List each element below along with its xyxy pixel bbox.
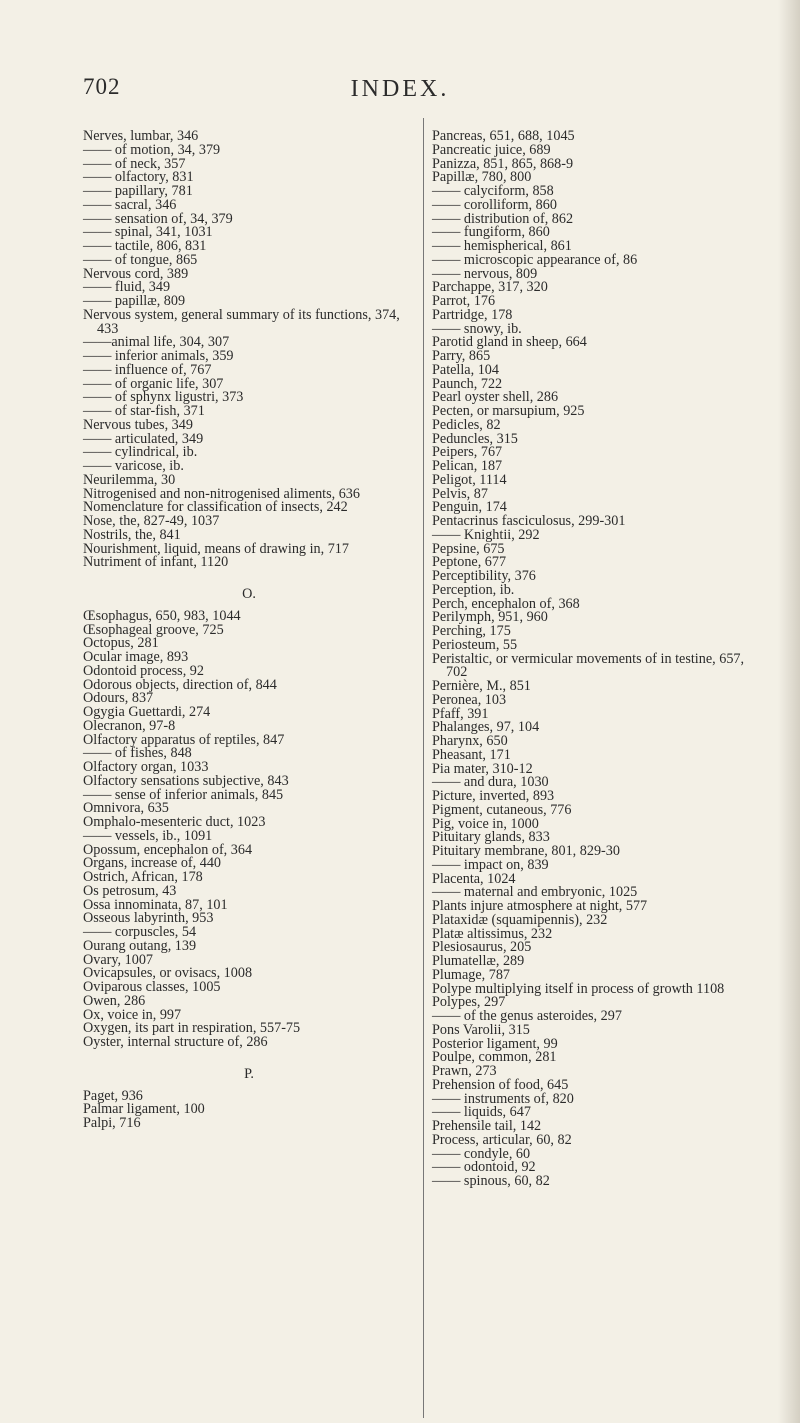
index-entry: ——animal life, 304, 307 xyxy=(83,334,230,351)
index-entry: —— of sphynx ligustri, 373 xyxy=(83,389,244,406)
index-entry: Plumage, 787 xyxy=(432,966,511,983)
index-entry: —— instruments of, 820 xyxy=(432,1090,574,1107)
index-entry: —— of motion, 34, 379 xyxy=(83,141,221,158)
index-entry: Pecten, or marsupium, 925 xyxy=(432,403,585,419)
index-entry: Nomenclature for classification of insects, 242 xyxy=(83,499,348,516)
index-entry: Pfaff, 391 xyxy=(432,705,489,722)
index-entry: Nervous cord, 389 xyxy=(83,265,189,282)
index-entry: Peipers, 767 xyxy=(432,444,503,461)
index-entry: Odours, 837 xyxy=(83,690,154,707)
index-entry: Paget, 936 xyxy=(83,1087,143,1104)
index-entry: Pituitary membrane, 801, 829-30 xyxy=(432,843,620,859)
index-entry: Oxygen, its part in respiration, 557-75 xyxy=(83,1020,301,1037)
index-entry: Oyster, internal structure of, 286 xyxy=(83,1034,268,1050)
index-entry: —— articulated, 349 xyxy=(83,430,204,447)
index-entry: Plumatellæ, 289 xyxy=(432,953,525,969)
index-entry: —— impact on, 839 xyxy=(432,856,549,873)
index-entry: Parrot, 176 xyxy=(432,293,496,309)
index-entry: —— papillary, 781 xyxy=(83,183,193,199)
index-entry: —— fungiform, 860 xyxy=(432,224,550,241)
index-entry: Palpi, 716 xyxy=(83,1115,141,1131)
index-column-left xyxy=(83,130,415,1131)
index-entry: —— distribution of, 862 xyxy=(432,210,574,227)
index-column-right xyxy=(432,130,752,1189)
index-entry: —— corolliform, 860 xyxy=(432,196,557,213)
index-entry: —— of the genus asteroides, 297 xyxy=(432,1008,622,1024)
index-entry: Omphalo-mesenteric duct, 1023 xyxy=(83,814,266,830)
index-entry: Perching, 175 xyxy=(432,623,511,639)
index-entry: Nourishment, liquid, means of drawing in, 717 xyxy=(83,540,349,557)
index-entry: Ogygia Guettardi, 274 xyxy=(83,704,211,720)
index-entry: Pearl oyster shell, 286 xyxy=(432,389,559,406)
index-entry: Posterior ligament, 99 xyxy=(432,1035,558,1052)
index-entry: Parchappe, 317, 320 xyxy=(432,279,548,296)
index-entry: Platæ altissimus, 232 xyxy=(432,925,553,942)
index-entry: Owen, 286 xyxy=(83,992,146,1009)
index-entry: Peduncles, 315 xyxy=(432,430,518,447)
index-entry: Penguin, 174 xyxy=(432,499,507,516)
index-entry: Ox, voice in, 997 xyxy=(83,1006,182,1023)
index-entry: —— of neck, 357 xyxy=(83,155,186,172)
index-entry: Polype multiplying itself in process of growth 1108 xyxy=(432,980,725,997)
index-entry: Octopus, 281 xyxy=(83,635,159,652)
index-entry: —— and dura, 1030 xyxy=(432,774,549,791)
index-entry: Olfactory organ, 1033 xyxy=(83,759,209,775)
index-entry: Plataxidæ (squamipennis), 232 xyxy=(432,911,608,928)
index-entry: —— snowy, ib. xyxy=(432,320,522,337)
index-entry: —— maternal and embryonic, 1025 xyxy=(432,884,638,901)
index-entry: —— fluid, 349 xyxy=(83,279,171,296)
index-entry: Ovicapsules, or ovisacs, 1008 xyxy=(83,965,253,982)
index-entry: Omnivora, 635 xyxy=(83,800,169,817)
index-entry: Os petrosum, 43 xyxy=(83,882,177,899)
index-entry: Patella, 104 xyxy=(432,361,499,378)
index-entry: Organs, increase of, 440 xyxy=(83,855,222,872)
index-entry: Partridge, 178 xyxy=(432,306,513,323)
index-entry: Pheasant, 171 xyxy=(432,746,511,763)
index-entry: Placenta, 1024 xyxy=(432,870,516,887)
index-entry: Nervous tubes, 349 xyxy=(83,416,193,433)
index-entry: —— spinal, 341, 1031 xyxy=(83,224,213,241)
index-entry: Œsophagus, 650, 983, 1044 xyxy=(83,607,241,624)
index-entry: Polypes, 297 xyxy=(432,994,506,1011)
index-entry: Neurilemma, 30 xyxy=(83,471,176,488)
index-entry: Peptone, 677 xyxy=(432,554,507,571)
index-entry: Nerves, lumbar, 346 xyxy=(83,128,199,144)
index-entry: Pancreas, 651, 688, 1045 xyxy=(432,128,575,144)
index-entry: Nose, the, 827-49, 1037 xyxy=(83,513,220,529)
index-entry: Pentacrinus fasciculosus, 299-301 xyxy=(432,513,626,529)
index-entry: —— nervous, 809 xyxy=(432,265,538,282)
index-entry: Perceptibility, 376 xyxy=(432,568,536,584)
index-entry: Ocular image, 893 xyxy=(83,649,189,665)
index-entry: Parotid gland in sheep, 664 xyxy=(432,334,587,351)
index-entry: —— of star-fish, 371 xyxy=(83,403,205,419)
index-entry: Pelvis, 87 xyxy=(432,485,488,502)
index-entry: —— papillæ, 809 xyxy=(83,293,186,309)
page-number: 702 xyxy=(83,74,121,99)
index-entry: Peristaltic, or vermicular movements of in testine, 657, 702 xyxy=(432,650,745,681)
index-entry: Pia mater, 310-12 xyxy=(432,760,533,777)
index-entry: Phalanges, 97, 104 xyxy=(432,719,540,736)
index-entry: Plesiosaurus, 205 xyxy=(432,939,532,956)
index-entry: Paunch, 722 xyxy=(432,375,503,392)
index-entry: Œsophageal groove, 725 xyxy=(83,621,224,638)
index-entry: —— condyle, 60 xyxy=(432,1145,531,1162)
index-entry: —— sense of inferior animals, 845 xyxy=(83,786,284,803)
index-entry: —— hemispherical, 861 xyxy=(432,238,572,254)
index-entry: Peronea, 103 xyxy=(432,691,507,708)
index-entry: Prehensile tail, 142 xyxy=(432,1118,542,1134)
index-entry: —— sacral, 346 xyxy=(83,196,177,213)
index-entry: —— Knightii, 292 xyxy=(432,526,540,543)
index-entry: —— sensation of, 34, 379 xyxy=(83,210,233,227)
index-entry: Papillæ, 780, 800 xyxy=(432,169,532,186)
index-entry: Picture, inverted, 893 xyxy=(432,788,555,804)
index-entry: Pancreatic juice, 689 xyxy=(432,141,551,158)
index-entry: Process, articular, 60, 82 xyxy=(432,1131,572,1148)
index-entry: Nervous system, general summary of its functions, 374, 433 xyxy=(83,306,400,337)
index-entry: Nitrogenised and non-nitrogenised aliments, 636 xyxy=(83,485,360,502)
section-letter: P. xyxy=(244,1065,254,1082)
index-entry: —— corpuscles, 54 xyxy=(83,924,197,940)
index-entry: Pituitary glands, 833 xyxy=(432,829,550,846)
index-entry: Pernière, M., 851 xyxy=(432,678,531,694)
index-entry: Prehension of food, 645 xyxy=(432,1076,569,1093)
index-entry: —— vessels, ib., 1091 xyxy=(83,827,213,844)
index-entry: —— olfactory, 831 xyxy=(83,169,194,186)
index-entry: Parry, 865 xyxy=(432,348,491,364)
index-entry: Oviparous classes, 1005 xyxy=(83,979,221,995)
index-entry: Pharynx, 650 xyxy=(432,733,508,749)
index-entry: —— microscopic appearance of, 86 xyxy=(432,251,638,268)
index-entry: —— spinous, 60, 82 xyxy=(432,1173,550,1189)
page-edge-shadow xyxy=(778,0,800,1423)
index-entry: Perception, ib. xyxy=(432,581,515,598)
index-entry: —— inferior animals, 359 xyxy=(83,348,234,364)
index-entry: Ossa innominata, 87, 101 xyxy=(83,896,228,913)
section-letter: O. xyxy=(242,586,256,602)
index-entry: Periosteum, 55 xyxy=(432,636,518,653)
index-entry: —— of tongue, 865 xyxy=(83,251,198,268)
index-entry: Peligot, 1114 xyxy=(432,471,507,488)
index-entry: Perch, encephalon of, 368 xyxy=(432,595,580,612)
index-entry: Panizza, 851, 865, 868-9 xyxy=(432,155,574,172)
index-entry: Osseous labyrinth, 953 xyxy=(83,910,214,927)
index-entry: Olecranon, 97-8 xyxy=(83,717,176,734)
index-entry: Ostrich, African, 178 xyxy=(83,869,203,885)
index-entry: —— odontoid, 92 xyxy=(432,1159,536,1176)
index-entry: —— of fishes, 848 xyxy=(83,745,192,762)
index-entry: Olfactory sensations subjective, 843 xyxy=(83,772,289,789)
index-entry: —— of organic life, 307 xyxy=(83,375,224,392)
index-entry: Plants injure atmosphere at night, 577 xyxy=(432,898,648,914)
running-head: INDEX. xyxy=(350,76,450,102)
index-entry: Nutriment of infant, 1120 xyxy=(83,554,229,571)
index-entry: Pigment, cutaneous, 776 xyxy=(432,801,572,818)
index-entry: Pepsine, 675 xyxy=(432,540,505,557)
index-entry: —— influence of, 767 xyxy=(83,361,212,378)
index-entry: Odontoid process, 92 xyxy=(83,662,204,679)
index-entry: —— liquids, 647 xyxy=(432,1104,531,1121)
index-entry: Nostrils, the, 841 xyxy=(83,526,181,543)
index-entry: Pig, voice in, 1000 xyxy=(432,815,539,832)
index-entry: Olfactory apparatus of reptiles, 847 xyxy=(83,731,285,748)
column-divider xyxy=(423,118,424,1418)
index-entry: —— calyciform, 858 xyxy=(432,183,554,199)
index-entry: —— tactile, 806, 831 xyxy=(83,238,207,254)
index-entry: —— cylindrical, ib. xyxy=(83,444,198,461)
index-entry: Palmar ligament, 100 xyxy=(83,1101,205,1118)
index-entry: Odorous objects, direction of, 844 xyxy=(83,676,277,693)
index-entry: Poulpe, common, 281 xyxy=(432,1049,557,1066)
index-entry: Ourang outang, 139 xyxy=(83,937,197,954)
index-entry: Pedicles, 82 xyxy=(432,416,501,433)
index-entry: Pelican, 187 xyxy=(432,458,503,474)
index-entry: —— varicose, ib. xyxy=(83,458,184,474)
index-entry: Ovary, 1007 xyxy=(83,951,154,968)
index-entry: Prawn, 273 xyxy=(432,1063,497,1079)
index-entry: Pons Varolii, 315 xyxy=(432,1021,530,1038)
index-entry: Perilymph, 951, 960 xyxy=(432,609,548,626)
index-entry: Opossum, encephalon of, 364 xyxy=(83,841,253,858)
